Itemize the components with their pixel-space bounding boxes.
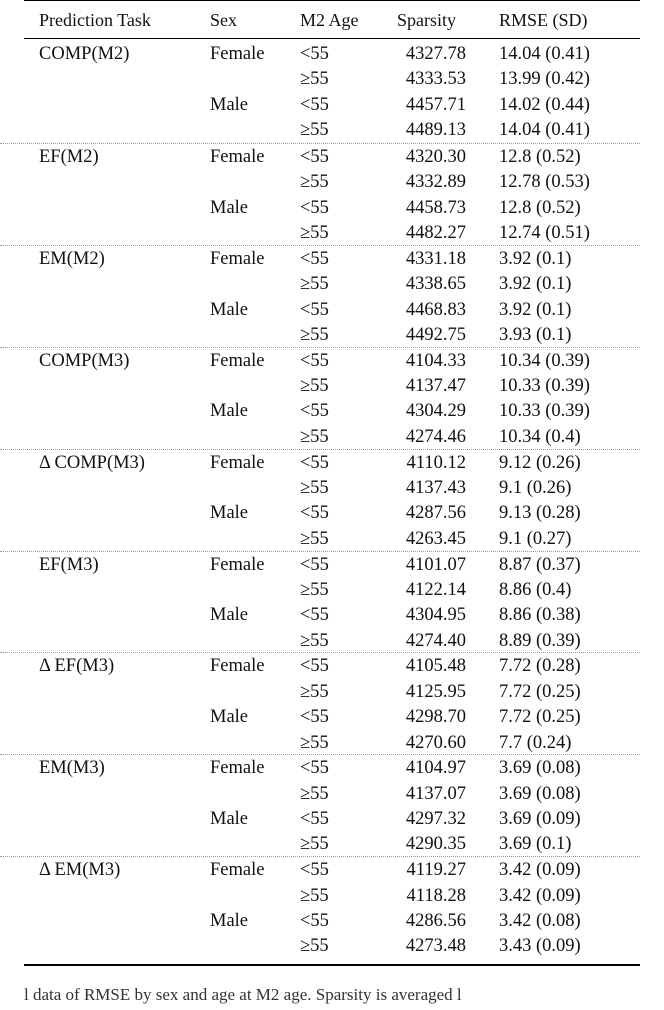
age-cell: ≥55: [300, 630, 329, 651]
rmse-cell: 12.8 (0.52): [499, 197, 581, 218]
age-cell: <55: [300, 758, 329, 779]
task-cell: Δ EF(M3): [39, 656, 115, 677]
table-group: [0, 652, 640, 755]
age-cell: <55: [300, 707, 329, 728]
sex-cell: Male: [210, 299, 249, 320]
task-cell: EM(M3): [39, 758, 105, 779]
age-cell: <55: [300, 809, 329, 830]
rmse-cell: 10.33 (0.39): [499, 401, 590, 422]
rmse-cell: 3.92 (0.1): [499, 299, 572, 320]
rmse-cell: 3.69 (0.08): [499, 758, 581, 779]
sparsity-cell: 4119.27: [406, 860, 466, 881]
task-cell: EF(M3): [39, 554, 99, 575]
rmse-cell: 3.42 (0.09): [499, 885, 581, 906]
rmse-cell: 3.69 (0.1): [499, 834, 572, 855]
sex-cell: Female: [210, 758, 265, 779]
age-cell: ≥55: [300, 579, 329, 600]
table-group: [0, 856, 640, 959]
age-cell: ≥55: [300, 172, 329, 193]
sex-cell: Male: [210, 503, 249, 524]
sex-cell: Female: [210, 656, 265, 677]
rmse-cell: 14.04 (0.41): [499, 120, 590, 141]
rmse-cell: 3.92 (0.1): [499, 248, 572, 269]
table-caption: [24, 974, 664, 1004]
rmse-cell: 9.1 (0.27): [499, 528, 572, 549]
sex-cell: Female: [210, 350, 265, 371]
rmse-cell: 3.92 (0.1): [499, 274, 572, 295]
age-cell: ≥55: [300, 936, 329, 957]
rmse-cell: 12.74 (0.51): [499, 223, 590, 244]
rmse-cell: 3.69 (0.09): [499, 809, 581, 830]
sex-cell: Male: [210, 94, 249, 115]
sparsity-cell: 4118.28: [406, 885, 466, 906]
sparsity-cell: 4104.97: [405, 758, 466, 779]
sex-cell: Female: [210, 452, 265, 473]
sparsity-cell: 4333.53: [405, 69, 466, 90]
sex-cell: Male: [210, 197, 249, 218]
sparsity-cell: 4137.47: [405, 376, 466, 397]
rmse-cell: 10.34 (0.39): [499, 350, 590, 371]
sparsity-cell: 4298.70: [405, 707, 466, 728]
rmse-cell: 7.72 (0.25): [499, 681, 581, 702]
rmse-cell: 9.13 (0.28): [499, 503, 581, 524]
sparsity-cell: 4290.35: [405, 834, 466, 855]
sparsity-cell: 4327.78: [405, 44, 466, 64]
sparsity-cell: 4125.95: [405, 681, 466, 702]
age-cell: <55: [300, 401, 329, 422]
rmse-cell: 3.42 (0.08): [499, 910, 581, 931]
age-cell: ≥55: [300, 376, 329, 397]
header-sparsity: Sparsity: [397, 10, 457, 30]
age-cell: <55: [300, 248, 329, 269]
age-cell: <55: [300, 605, 329, 626]
sparsity-cell: 4492.75: [405, 324, 466, 345]
table-header-rule: [24, 38, 640, 39]
table-group: [0, 347, 640, 450]
sparsity-cell: 4331.18: [405, 248, 466, 269]
sex-cell: Male: [210, 910, 249, 931]
sex-cell: Male: [210, 605, 249, 626]
age-cell: <55: [300, 350, 329, 371]
age-cell: <55: [300, 146, 329, 167]
rmse-cell: 12.78 (0.53): [499, 172, 590, 193]
age-cell: <55: [300, 860, 329, 881]
rmse-cell: 10.34 (0.4): [499, 426, 581, 447]
rmse-cell: 8.87 (0.37): [499, 554, 581, 575]
sparsity-cell: 4286.56: [405, 910, 466, 931]
table-group: [0, 245, 640, 348]
sparsity-cell: 4338.65: [405, 274, 466, 295]
sparsity-cell: 4297.32: [405, 809, 466, 830]
age-cell: ≥55: [300, 732, 329, 753]
rmse-cell: 8.86 (0.4): [499, 579, 572, 600]
age-cell: ≥55: [300, 120, 329, 141]
age-cell: <55: [300, 44, 329, 64]
task-cell: EF(M2): [39, 146, 99, 167]
age-cell: ≥55: [300, 69, 329, 90]
table-group: [0, 42, 640, 144]
sparsity-cell: 4304.29: [405, 401, 466, 422]
rmse-cell: 10.33 (0.39): [499, 376, 590, 397]
sparsity-cell: 4468.83: [405, 299, 466, 320]
sparsity-cell: 4110.12: [406, 452, 466, 473]
sparsity-cell: 4457.71: [405, 94, 466, 115]
sex-cell: Female: [210, 248, 265, 269]
sparsity-cell: 4320.30: [405, 146, 466, 167]
age-cell: ≥55: [300, 681, 329, 702]
rmse-cell: 12.8 (0.52): [499, 146, 581, 167]
rmse-cell: 7.72 (0.25): [499, 707, 581, 728]
age-cell: <55: [300, 503, 329, 524]
age-cell: <55: [300, 197, 329, 218]
sparsity-cell: 4304.95: [405, 605, 466, 626]
sparsity-cell: 4332.89: [405, 172, 466, 193]
sex-cell: Male: [210, 707, 249, 728]
sparsity-cell: 4458.73: [405, 197, 466, 218]
rmse-cell: 3.69 (0.08): [499, 783, 581, 804]
rmse-cell: 8.86 (0.38): [499, 605, 581, 626]
age-cell: <55: [300, 656, 329, 677]
sex-cell: Female: [210, 860, 265, 881]
sparsity-cell: 4274.46: [405, 426, 466, 447]
header-rmse-sd: RMSE (SD): [499, 10, 588, 30]
age-cell: <55: [300, 554, 329, 575]
rmse-cell: 8.89 (0.39): [499, 630, 581, 651]
table-group: [0, 143, 640, 246]
table-group: [0, 754, 640, 857]
table-group: [0, 449, 640, 552]
rmse-cell: 9.1 (0.26): [499, 477, 572, 498]
sparsity-cell: 4101.07: [405, 554, 466, 575]
age-cell: <55: [300, 94, 329, 115]
table-top-rule: [24, 0, 640, 1]
age-cell: ≥55: [300, 885, 329, 906]
table-group: [0, 551, 640, 654]
sparsity-cell: 4287.56: [405, 503, 466, 524]
sparsity-cell: 4482.27: [405, 223, 466, 244]
rmse-cell: 14.02 (0.44): [499, 94, 590, 115]
sparsity-cell: 4273.48: [405, 936, 466, 957]
header-m2-age: M2 Age: [300, 10, 359, 30]
sparsity-cell: 4105.48: [405, 656, 466, 677]
rmse-cell: 13.99 (0.42): [499, 69, 590, 90]
caption-text: l data of RMSE by sex and age at M2 age. Sparsity is averaged l: [24, 985, 462, 1004]
sparsity-cell: 4122.14: [405, 579, 466, 600]
sparsity-cell: 4270.60: [405, 732, 466, 753]
age-cell: ≥55: [300, 274, 329, 295]
sparsity-cell: 4274.40: [405, 630, 466, 651]
task-cell: EM(M2): [39, 248, 105, 269]
age-cell: ≥55: [300, 477, 329, 498]
rmse-cell: 9.12 (0.26): [499, 452, 581, 473]
age-cell: ≥55: [300, 528, 329, 549]
rmse-cell: 14.04 (0.41): [499, 44, 590, 64]
sparsity-cell: 4263.45: [405, 528, 466, 549]
task-cell: COMP(M3): [39, 350, 130, 371]
task-cell: Δ COMP(M3): [39, 452, 145, 473]
sex-cell: Female: [210, 554, 265, 575]
sparsity-cell: 4104.33: [405, 350, 466, 371]
rmse-cell: 3.42 (0.09): [499, 860, 581, 881]
age-cell: ≥55: [300, 324, 329, 345]
task-cell: Δ EM(M3): [39, 860, 121, 881]
task-cell: COMP(M2): [39, 44, 130, 64]
age-cell: ≥55: [300, 223, 329, 244]
sex-cell: Female: [210, 146, 265, 167]
age-cell: <55: [300, 452, 329, 473]
age-cell: ≥55: [300, 834, 329, 855]
sparsity-cell: 4137.07: [405, 783, 466, 804]
rmse-cell: 3.93 (0.1): [499, 324, 572, 345]
age-cell: <55: [300, 299, 329, 320]
rmse-cell: 7.7 (0.24): [499, 732, 572, 753]
sex-cell: Female: [210, 44, 265, 64]
rmse-cell: 7.72 (0.28): [499, 656, 581, 677]
age-cell: <55: [300, 910, 329, 931]
sparsity-cell: 4137.43: [405, 477, 466, 498]
sex-cell: Male: [210, 401, 249, 422]
table-bottom-rule: [24, 964, 640, 966]
age-cell: ≥55: [300, 426, 329, 447]
header-sex: Sex: [210, 10, 237, 30]
age-cell: ≥55: [300, 783, 329, 804]
rmse-cell: 3.43 (0.09): [499, 936, 581, 957]
sex-cell: Male: [210, 809, 249, 830]
header-prediction-task: Prediction Task: [39, 10, 151, 30]
sparsity-cell: 4489.13: [405, 120, 466, 141]
